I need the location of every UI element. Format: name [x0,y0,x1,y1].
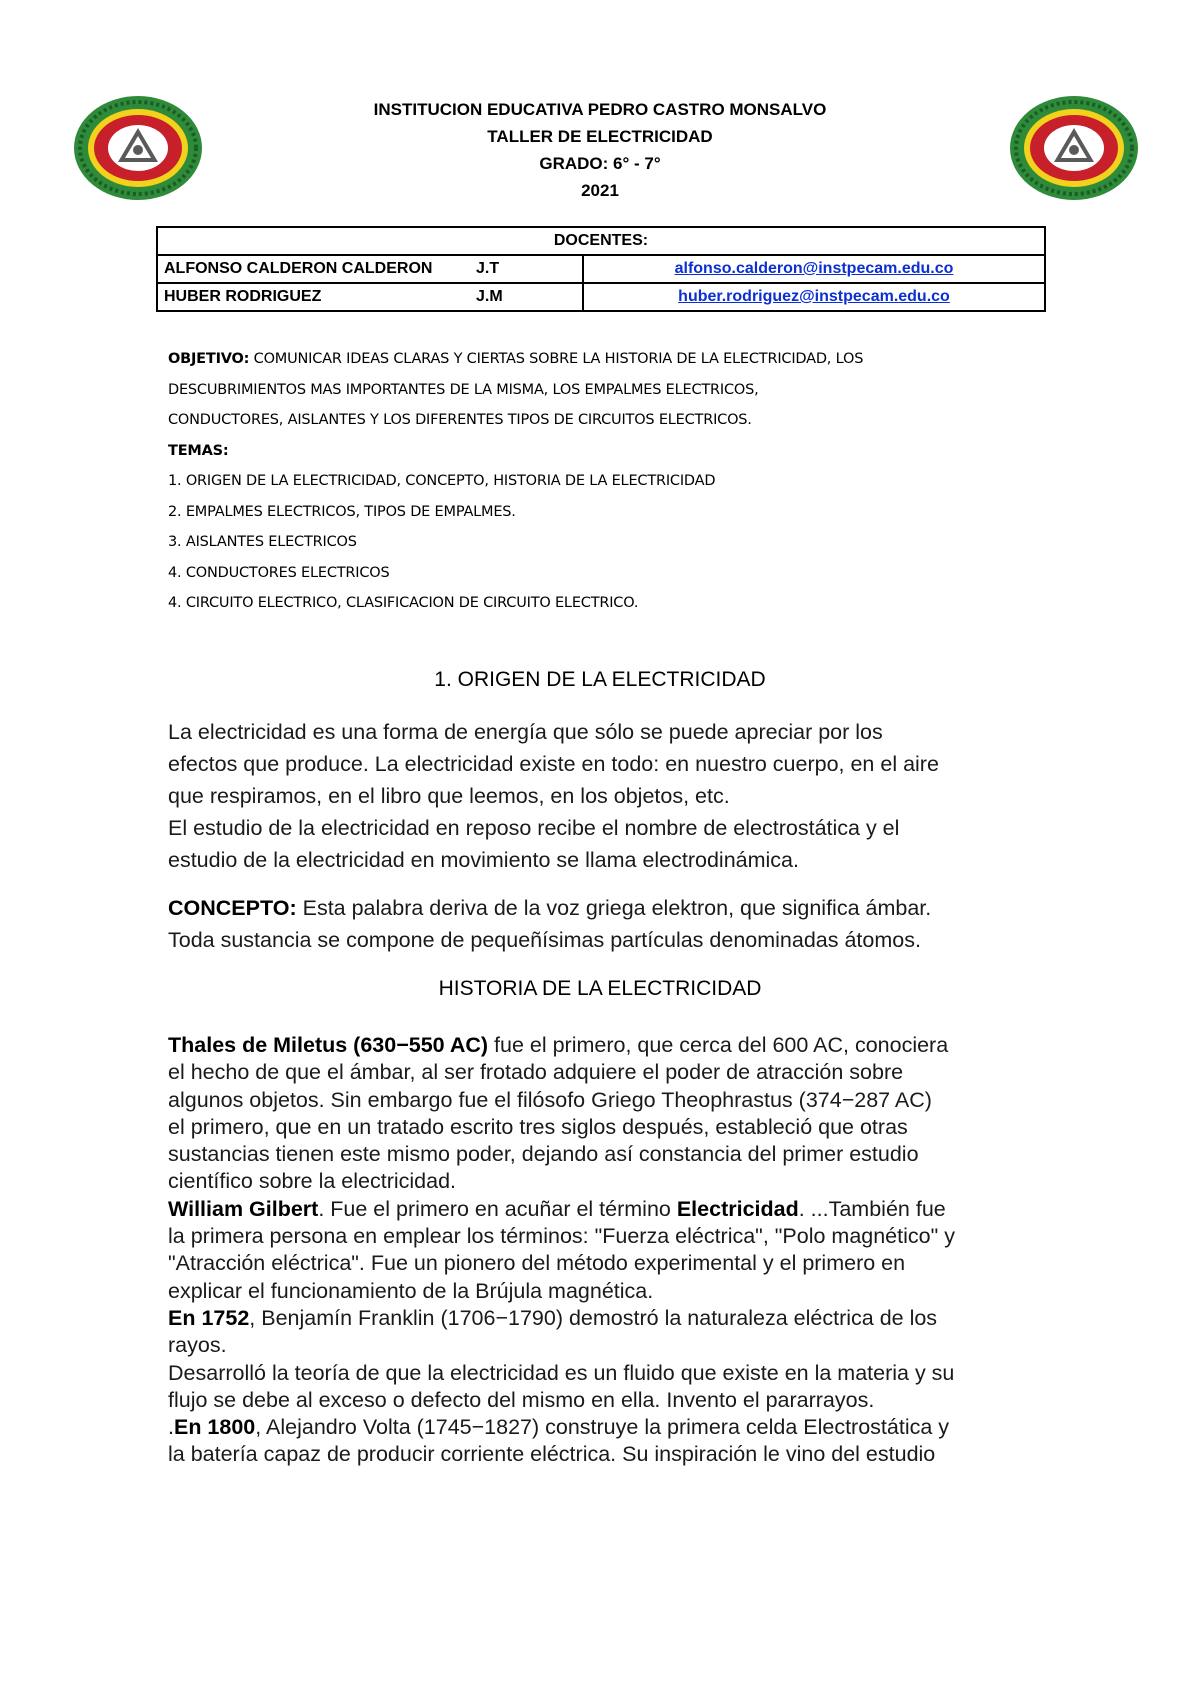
teachers-table-title: DOCENTES: [157,227,1045,255]
paragraph-line: William Gilbert. Fue el primero en acuñar el término Electricidad. ...También fue [168,1196,946,1221]
teacher-shift: J.M [470,283,583,311]
teacher-email-cell [583,255,1045,283]
topics-label: TEMAS: [168,442,229,459]
grade-label: GRADO: 6° - 7° [539,154,661,173]
objective-line: DESCUBRIMIENTOS MAS IMPORTANTES DE LA MISMA, LOS EMPALMES ELECTRICOS, [168,381,759,398]
school-seal-left-icon [72,94,204,202]
paragraph-line: el hecho de que el ámbar, al ser frotado adquiere el poder de atracción sobre [168,1060,904,1085]
section-title-origin: 1. ORIGEN DE LA ELECTRICIDAD [434,668,766,691]
list-item: 4. CIRCUITO ELECTRICO, CLASIFICACION DE CIRCUITO ELECTRICO. [168,595,639,611]
teacher-email-cell [583,283,1045,311]
paragraph-line: efectos que produce. La electricidad existe en todo: en nuestro cuerpo, en el aire [168,752,939,776]
list-item: 1. ORIGEN DE LA ELECTRICIDAD, CONCEPTO, HISTORIA DE LA ELECTRICIDAD [168,473,716,489]
paragraph-line: rayos. [168,1333,227,1358]
gilbert-label: William Gilbert [168,1196,319,1221]
concept-label: CONCEPTO: [168,896,297,920]
objective-block [168,344,1048,619]
paragraph-line: El estudio de la electricidad en reposo recibe el nombre de electrostática y el [168,816,900,840]
origin-paragraph [168,716,939,876]
objective-line: CONDUCTORES, AISLANTES Y LOS DIFERENTES TIPOS DE CIRCUITOS ELECTRICOS. [168,412,752,428]
paragraph-line: "Atracción eléctrica". Fue un pionero del método experimental y el primero en [168,1251,906,1276]
paragraph-line: .En 1800, Alejandro Volta (1745−1827) construye la primera celda Electrostática y [168,1415,950,1440]
paragraph-line: que respiramos, en el libro que leemos, en los objetos, etc. [168,784,730,808]
year-1752-label: En 1752 [168,1305,250,1330]
teachers-table-header-row [157,227,1045,255]
paragraph-line: científico sobre la electricidad. [168,1169,457,1194]
paragraph-line: CONCEPTO: Esta palabra deriva de la voz griega elektron, que significa ámbar. [168,896,932,920]
concept-paragraph [168,892,931,956]
document-header [300,96,900,204]
objective-line [168,344,1048,375]
teachers-table [156,226,1046,312]
section-title-history: HISTORIA DE LA ELECTRICIDAD [438,977,762,1000]
paragraph-line: explicar el funcionamiento de la Brújula magnética. [168,1278,654,1303]
table-row [157,255,1045,283]
teacher-email-link[interactable]: alfonso.calderon@instpecam.edu.co [674,260,954,277]
paragraph-line: algunos objetos. Sin embargo fue el filósofo Griego Theophrastus (374−287 AC) [168,1087,932,1112]
paragraph-line: Thales de Miletus (630−550 AC) fue el primero, que cerca del 600 AC, conociera [168,1033,949,1057]
school-seal-right-icon [1008,94,1140,202]
institution-name: INSTITUCION EDUCATIVA PEDRO CASTRO MONSALVO [373,100,827,119]
paragraph-line: La electricidad es una forma de energía que sólo se puede apreciar por los [168,720,883,744]
paragraph-line: Toda sustancia se compone de pequeñísimas partículas denominadas átomos. [168,928,921,952]
paragraph-line: flujo se debe al exceso o defecto del mismo en ella. Invento el pararrayos. [168,1387,875,1412]
list-item: 2. EMPALMES ELECTRICOS, TIPOS DE EMPALMES. [168,503,516,520]
paragraph-line: la batería capaz de producir corriente eléctrica. Su inspiración le vino del estudio [168,1442,936,1467]
objective-text: COMUNICAR IDEAS CLARAS Y CIERTAS SOBRE LA HISTORIA DE LA ELECTRICIDAD, LOS [249,351,864,367]
teacher-name: ALFONSO CALDERON CALDERON [157,255,470,283]
table-row [157,283,1045,311]
paragraph-line: el primero, que en un tratado escrito tres siglos después, estableció que otras [168,1114,908,1139]
paragraph-line: la primera persona en emplear los términos: "Fuerza eléctrica", "Polo magnético" y [168,1224,955,1249]
thales-label: Thales de Miletus (630−550 AC) [168,1033,489,1057]
teacher-email-link[interactable]: huber.rodriguez@instpecam.edu.co [678,288,950,305]
teacher-shift: J.T [470,255,583,283]
history-paragraph [168,1032,955,1469]
paragraph-line: sustancias tienen este mismo poder, dejando así constancia del primer estudio [168,1142,919,1167]
year-label: 2021 [581,181,619,200]
objective-label: OBJETIVO: [168,351,250,367]
paragraph-line: En 1752, Benjamín Franklin (1706−1790) demostró la naturaleza eléctrica de los [168,1305,938,1330]
workshop-title: TALLER DE ELECTRICIDAD [487,127,713,146]
year-1800-label: En 1800 [173,1415,256,1440]
paragraph-line: estudio de la electricidad en movimiento se llama electrodinámica. [168,848,799,872]
paragraph-line: Desarrolló la teoría de que la electricidad es un fluido que existe en la materia y su [168,1360,955,1385]
electricidad-label: Electricidad [676,1196,799,1221]
list-item: 3. AISLANTES ELECTRICOS [168,534,357,550]
teacher-name: HUBER RODRIGUEZ [157,283,470,311]
list-item: 4. CONDUCTORES ELECTRICOS [168,564,390,581]
